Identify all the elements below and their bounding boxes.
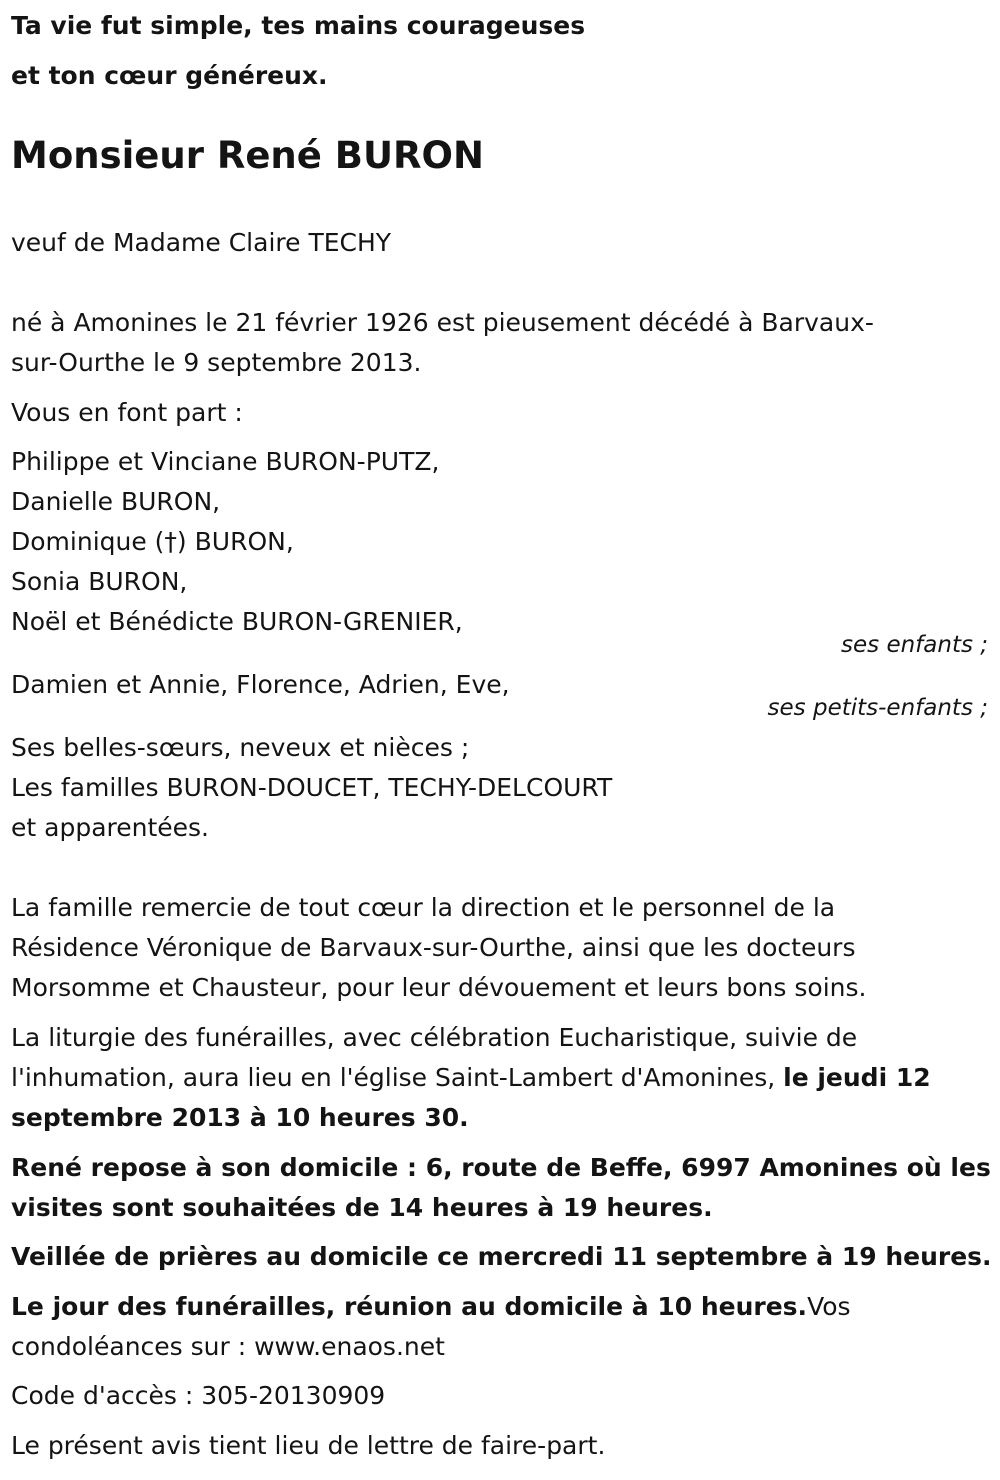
children-label: ses enfants ; <box>841 632 988 658</box>
liturgy-line-2 <box>11 1058 931 1098</box>
relatives-line: Ses belles-sœurs, neveux et nièces ; <box>11 733 470 762</box>
funeral-day-line <box>11 1287 851 1327</box>
footer-note: Le présent avis tient lieu de lettre de faire-part. <box>11 1431 606 1460</box>
birth-death-line-1: né à Amonines le 21 février 1926 est pieusement décédé à Barvaux- <box>11 308 874 337</box>
relatives-line: et apparentées. <box>11 813 209 842</box>
deceased-name: Monsieur René BURON <box>11 134 484 177</box>
condolences-start: Vos <box>807 1292 851 1321</box>
thanks-line: La famille remercie de tout cœur la direction et le personnel de la <box>11 893 836 922</box>
child-line: Philippe et Vinciane BURON-PUTZ, <box>11 447 440 476</box>
child-line: Dominique (†) BURON, <box>11 527 294 556</box>
vigil-line: Veillée de prières au domicile ce mercredi 11 septembre à 19 heures. <box>11 1242 992 1271</box>
child-line: Sonia BURON, <box>11 567 188 596</box>
rest-line-1: René repose à son domicile : 6, route de Beffe, 6997 Amonines où les <box>11 1153 991 1182</box>
liturgy-date-start: le jeudi 12 <box>783 1063 931 1092</box>
child-line: Noël et Bénédicte BURON-GRENIER, <box>11 607 463 636</box>
widow-line: veuf de Madame Claire TECHY <box>11 228 392 257</box>
relatives-line: Les familles BURON-DOUCET, TECHY-DELCOURT <box>11 773 613 802</box>
epigraph-line-2: et ton cœur généreux. <box>11 61 328 90</box>
condolences-line: condoléances sur : www.enaos.net <box>11 1332 445 1361</box>
funeral-day-meeting: Le jour des funérailles, réunion au domicile à 10 heures. <box>11 1292 808 1321</box>
liturgy-line-2-text: l'inhumation, aura lieu en l'église Saint-Lambert d'Amonines, <box>11 1063 784 1092</box>
thanks-line: Morsomme et Chausteur, pour leur dévouement et leurs bons soins. <box>11 973 867 1002</box>
grandchildren-line: Damien et Annie, Florence, Adrien, Eve, <box>11 670 510 699</box>
child-line: Danielle BURON, <box>11 487 221 516</box>
epigraph-line-1: Ta vie fut simple, tes mains courageuses <box>11 11 586 40</box>
grandchildren-label: ses petits-enfants ; <box>767 695 988 721</box>
announce-line: Vous en font part : <box>11 398 243 427</box>
access-code: Code d'accès : 305-20130909 <box>11 1381 386 1410</box>
birth-death-line-2: sur-Ourthe le 9 septembre 2013. <box>11 348 422 377</box>
liturgy-line-1: La liturgie des funérailles, avec célébration Eucharistique, suivie de <box>11 1023 858 1052</box>
thanks-line: Résidence Véronique de Barvaux-sur-Ourthe, ainsi que les docteurs <box>11 933 856 962</box>
rest-line-2: visites sont souhaitées de 14 heures à 19 heures. <box>11 1193 713 1222</box>
liturgy-date-end: septembre 2013 à 10 heures 30. <box>11 1103 469 1132</box>
